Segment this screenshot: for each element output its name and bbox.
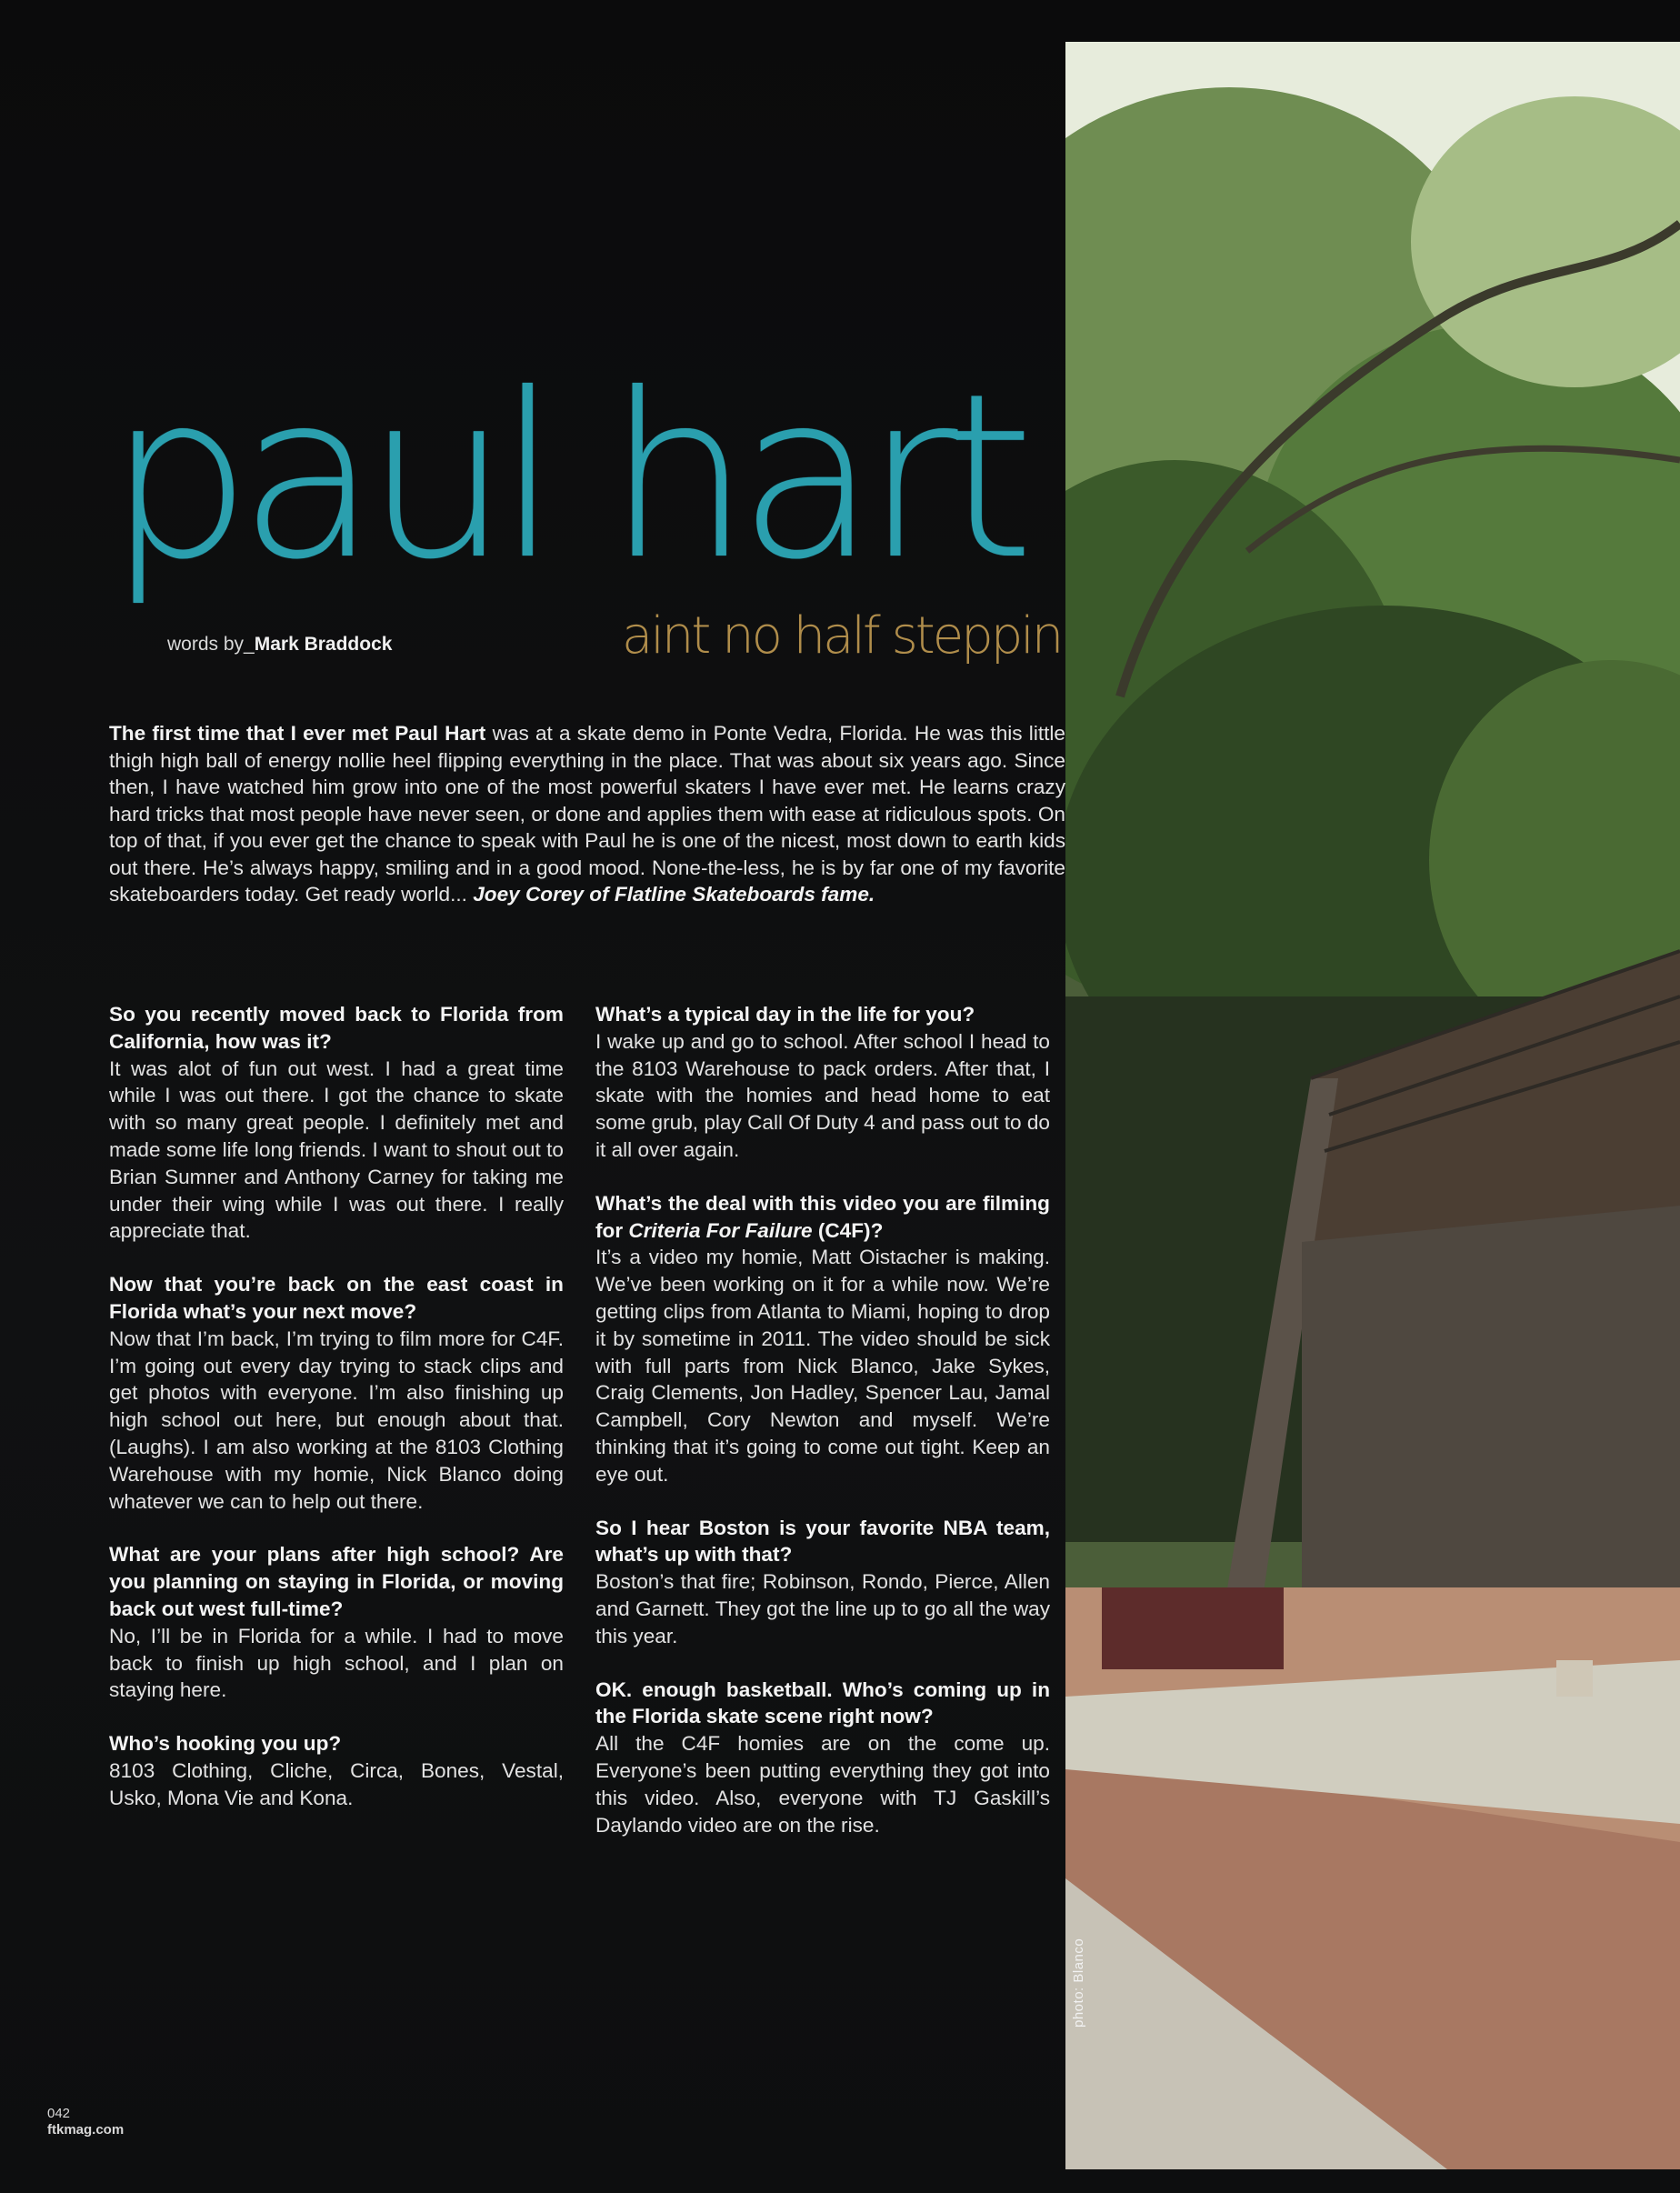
skate-photo: [1065, 42, 1680, 2169]
qa-item: [595, 1001, 1050, 1164]
qa-item: [595, 1190, 1050, 1488]
answer: It’s a video my homie, Matt Oistacher is making. We’ve been working on it for a while now. We’re getting clips from Atlanta to Miami, hoping to drop it by sometime in 2011. The video should be sick with full parts from Nick Blanco, Jake Sykes, Craig Clements, Jon Hadley, Spencer Lau, Jamal Campbell, Cory Newton and myself. We’re thinking that it’s going to come out tight. Keep an eye out.: [595, 1246, 1050, 1486]
interview-right-column: [595, 1001, 1050, 1865]
photo-illustration: [1065, 42, 1680, 2169]
question: So I hear Boston is your favorite NBA team, what’s up with that?: [595, 1516, 1050, 1567]
page-footer: [47, 2106, 124, 2138]
intro-lead: The first time that I ever met Paul Hart: [109, 722, 486, 745]
answer: No, I’ll be in Florida for a while. I had to move back to finish up high school, and I plan on staying here.: [109, 1624, 564, 1702]
site-url[interactable]: ftkmag.com: [47, 2122, 125, 2138]
qa-item: [109, 1541, 564, 1704]
answer: It was alot of fun out west. I had a great time while I was out there. I got the chance to skate with so many great people. I definitely met and made some life long friends. I want to shout out to Brian Sumner and Anthony Carney for taking me under their wing while I was out there. I really appreciate that.: [109, 1056, 564, 1243]
question: What’s a typical day in the life for you?: [595, 1003, 975, 1026]
answer: 8103 Clothing, Cliche, Circa, Bones, Vestal, Usko, Mona Vie and Kona.: [109, 1758, 564, 1809]
question: What are your plans after high school? Are you planning on staying in Florida, or moving back out west full-time?: [109, 1543, 564, 1620]
qa-item: [109, 1730, 564, 1811]
question: So you recently moved back to Florida from California, how was it?: [109, 1003, 564, 1053]
qa-item: [109, 1271, 564, 1515]
intro-body: was at a skate demo in Ponte Vedra, Florida. He was this little thigh high ball of energy nollie heel flipping everything in the place. That was about six years ago. Since then, I have watched him grow into one of the most powerful skaters I have ever met. He learns crazy hard tricks that most people have never seen, or done and applies them with ease at ridiculous spots. On top of that, if you ever get the chance to speak with Paul he is one of the nicest, most down to earth kids out there. He’s always happy, smiling and in a good mood. None-the-less, he is by far one of my favorite skateboarders today. Get ready world...: [109, 722, 1065, 906]
intro-signature: Joey Corey of Flatline Skateboards fame.: [473, 883, 875, 906]
byline-prefix: words by_: [167, 634, 255, 655]
answer: Boston’s that fire; Robinson, Rondo, Pierce, Allen and Garnett. They got the line up to go all the way this year.: [595, 1570, 1050, 1647]
question-text-end: (C4F)?: [812, 1218, 884, 1242]
byline: [167, 634, 392, 656]
interview-left-column: [109, 1001, 564, 1838]
byline-author: Mark Braddock: [254, 634, 393, 655]
intro-paragraph: [109, 720, 1065, 908]
headline-subtitle: aint no half steppin: [622, 606, 1062, 666]
question: OK. enough basketball. Who’s coming up in the Florida skate scene right now?: [595, 1677, 1050, 1728]
qa-item: [595, 1677, 1050, 1839]
answer: Now that I’m back, I’m trying to film more for C4F. I’m going out every day trying to stack clips and get photos with everyone. I’m also finishing up high school out here, but enough about that. (Laughs). I am also working at the 8103 Clothing Warehouse with my homie, Nick Blanco doing whatever we can to help out there.: [109, 1327, 564, 1513]
qa-item: [595, 1515, 1050, 1650]
answer: I wake up and go to school. After school I head to the 8103 Warehouse to pack orders. After that, I skate with the homies and head home to eat some grub, play Call Of Duty 4 and pass out to do it all over again.: [595, 1029, 1050, 1161]
question-text: What’s the deal with this video you are filming for: [595, 1191, 1050, 1242]
answer: All the C4F homies are on the come up. Everyone’s been putting everything they got into this video. Also, everyone with TJ Gaskill’s Daylando video are on the rise.: [595, 1732, 1050, 1837]
question: Who’s hooking you up?: [109, 1732, 342, 1756]
question: [595, 1190, 1050, 1245]
qa-item: [109, 1001, 564, 1245]
photo-credit: photo: Blanco: [1071, 1938, 1086, 2028]
page-number: 042: [47, 2106, 71, 2121]
question: Now that you’re back on the east coast in Florida what’s your next move?: [109, 1273, 564, 1323]
video-title: Criteria For Failure: [628, 1218, 813, 1242]
headline-text: paul hart: [107, 345, 1022, 609]
headline: [107, 345, 1071, 609]
